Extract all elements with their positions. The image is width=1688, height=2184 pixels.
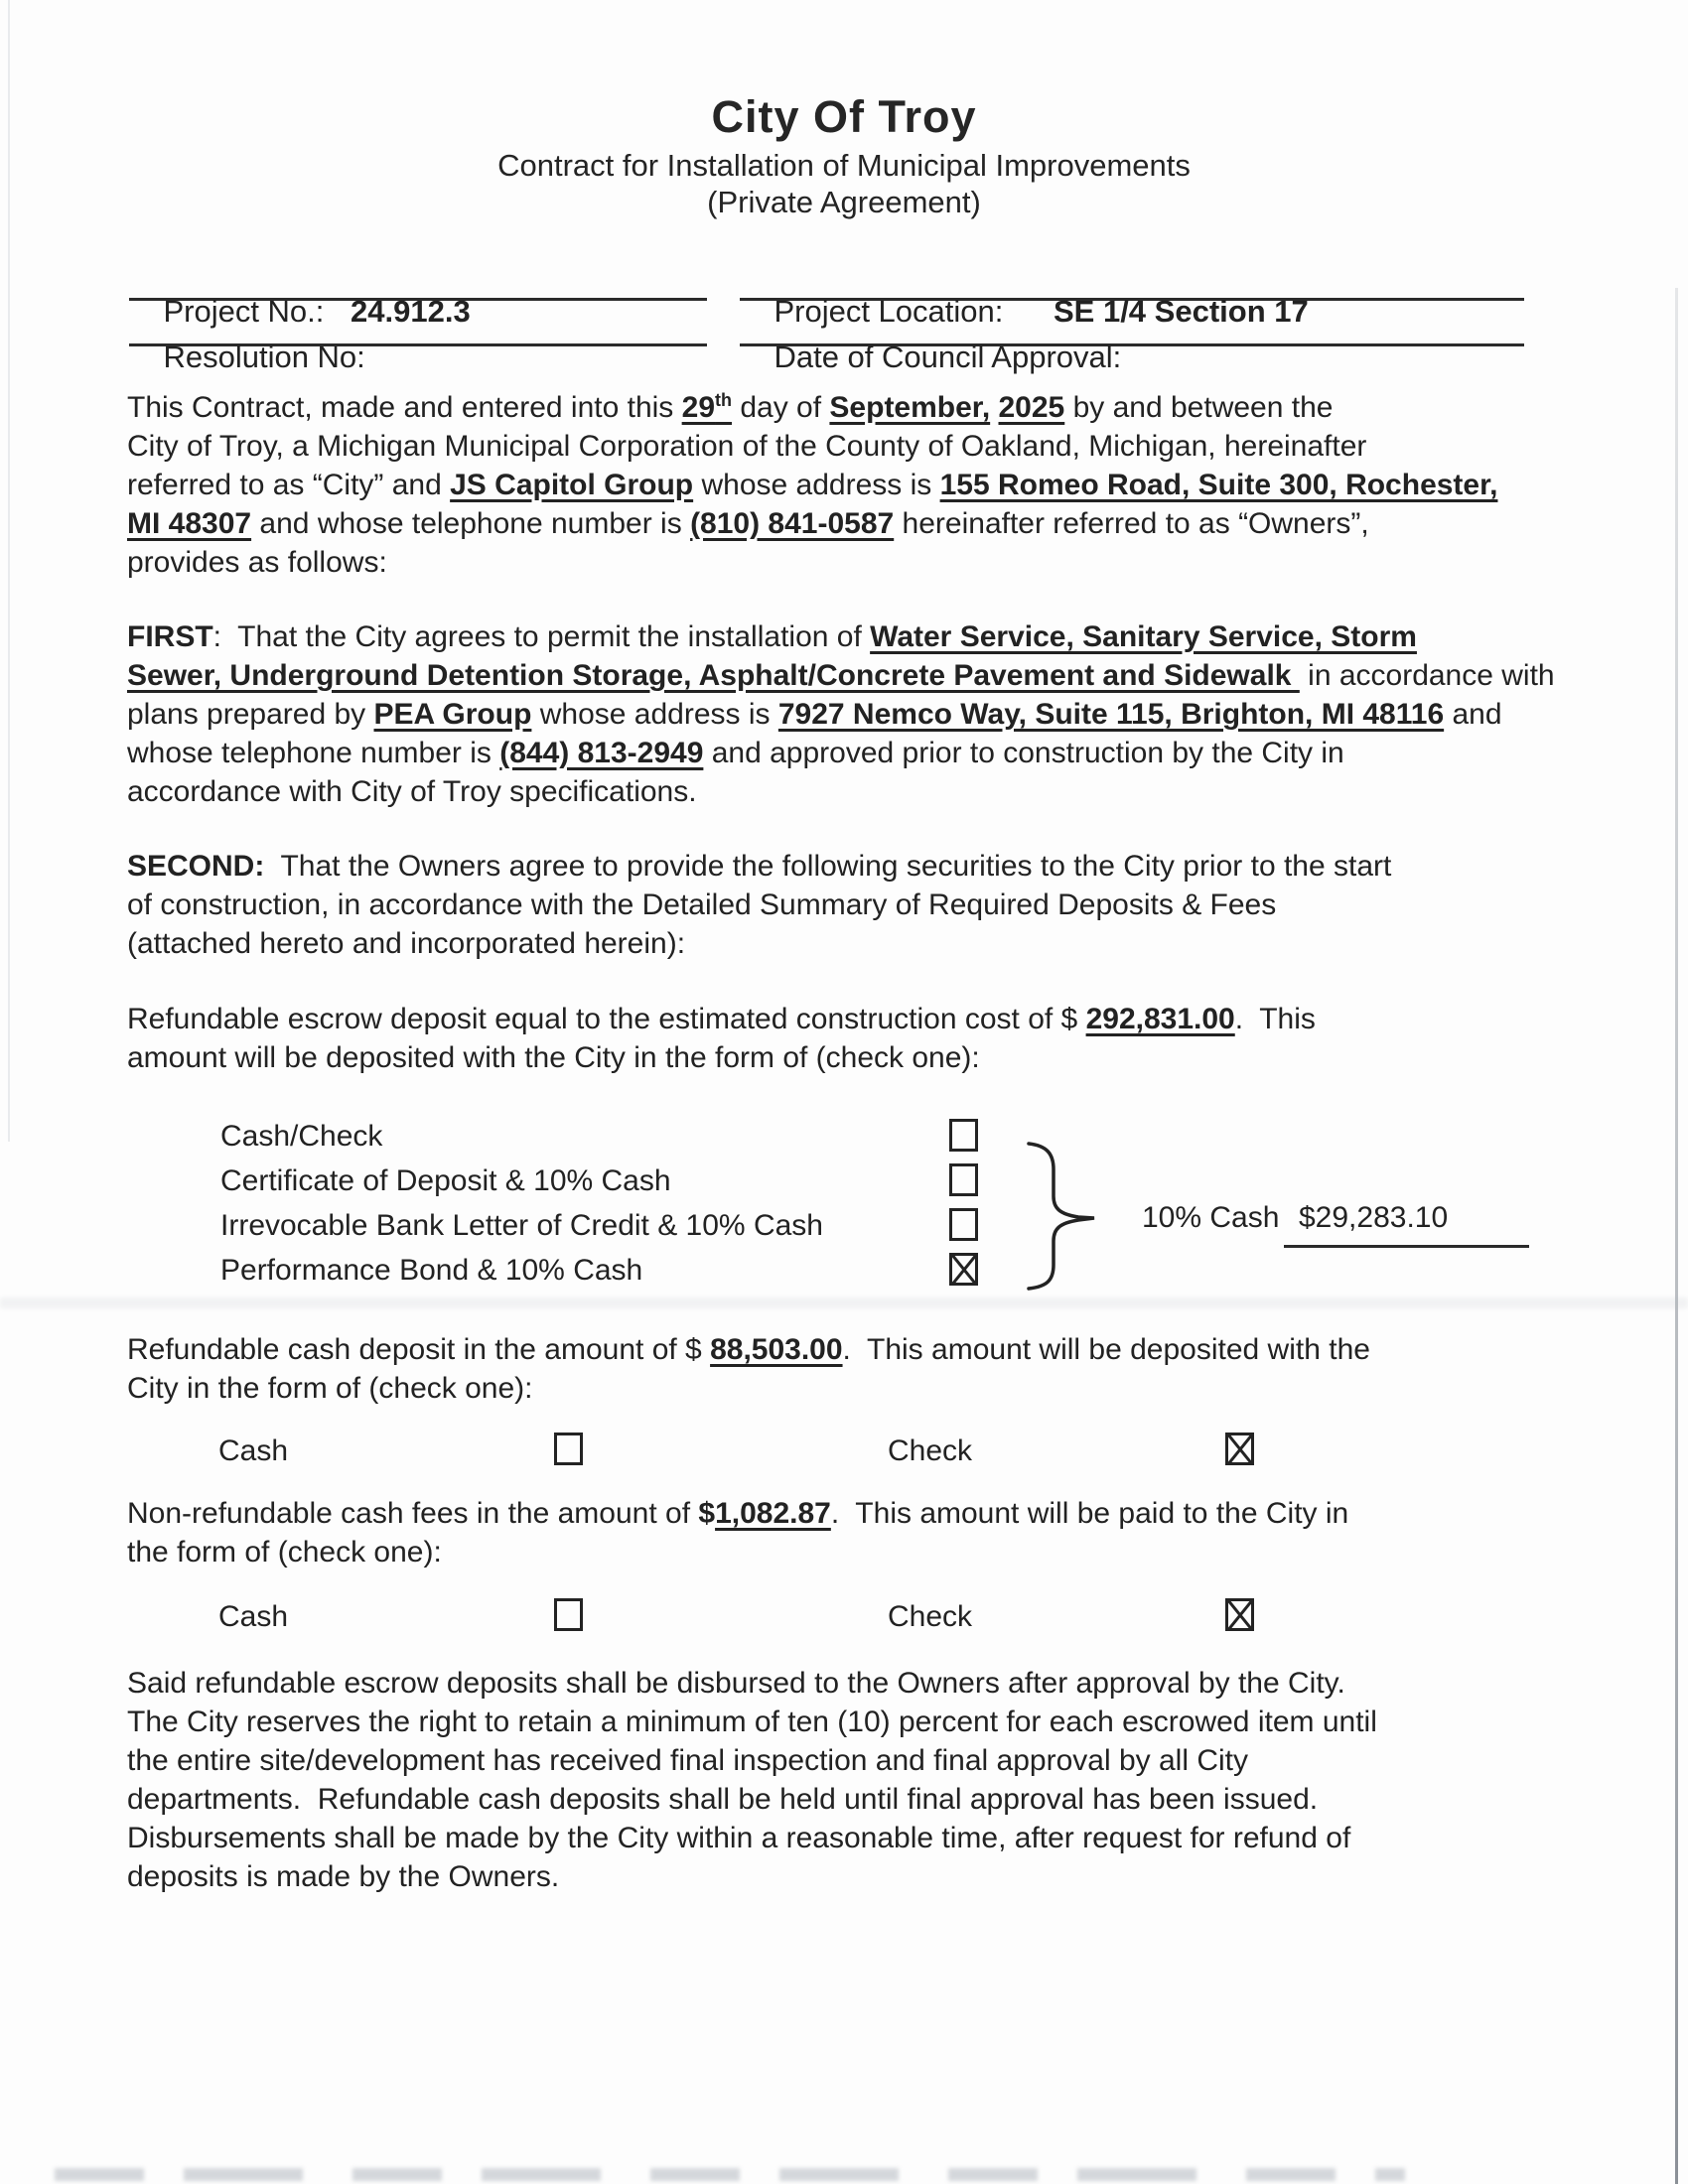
text-line <box>127 1819 1617 1857</box>
document-title: City Of Troy <box>711 91 977 142</box>
text-line <box>127 847 1617 886</box>
text-run: Refundable escrow deposit equal to the estimated construction cost of $ <box>127 1003 1086 1035</box>
text-line <box>127 504 1617 543</box>
checkbox-certificate-of-deposit[interactable] <box>949 1163 978 1196</box>
option-row-certificate-of-deposit <box>220 1159 1472 1203</box>
scan-artifact-bottom-edge <box>55 2168 1405 2181</box>
text-run: Refundable cash deposit in the amount of $ <box>127 1333 711 1366</box>
refundable-cash-check-row <box>127 1431 1567 1472</box>
document-subtitle: Contract for Installation of Municipal Improvements <box>497 148 1191 183</box>
text-line <box>127 1038 1617 1077</box>
text-run: and whose telephone number is <box>251 507 691 540</box>
field-project-no <box>129 258 707 329</box>
option-row-bank-letter-of-credit <box>220 1203 1472 1248</box>
text-run: . This amount will be deposited with the <box>842 1333 1370 1366</box>
text-run: and approved prior to construction by the City in <box>703 737 1344 769</box>
text-line <box>127 1000 1617 1038</box>
text-run: referred to as “City” and <box>127 469 451 501</box>
scan-artifact-right-line <box>1675 288 1678 2184</box>
text-run: . This amount will be paid to the City in <box>830 1497 1349 1530</box>
escrow-deposit-paragraph <box>127 1000 1617 1077</box>
field-project-location <box>740 258 1524 329</box>
text-run: Said refundable escrow deposits shall be disbursed to the Owners after approval by the City. <box>127 1667 1345 1700</box>
text-line <box>127 1369 1617 1408</box>
text-line <box>127 1703 1617 1741</box>
fees-check-row <box>127 1596 1567 1638</box>
text-run: 7927 Nemco Way, Suite 115, Brighton, MI 48116 <box>777 698 1445 731</box>
text-run: September, <box>829 391 991 424</box>
text-run: FIRST <box>127 620 213 653</box>
text-run: (844) 813-2949 <box>499 737 704 769</box>
text-run: by and between the <box>1064 391 1334 424</box>
text-run: 88,503.00 <box>710 1333 843 1366</box>
text-run: : That the City agrees to permit the installation of <box>212 620 871 653</box>
text-run: whose telephone number is <box>127 737 500 769</box>
text-run: SECOND: <box>127 850 265 883</box>
text-run: 2025 <box>998 391 1065 424</box>
field-resolution-no <box>129 304 707 374</box>
scan-artifact-band <box>0 1297 1688 1308</box>
text-run: 292,831.00 <box>1085 1003 1235 1035</box>
field-council-approval-date <box>740 304 1524 374</box>
text-run: 155 Romeo Road, Suite 300, Rochester, <box>939 469 1498 501</box>
text-run <box>990 391 998 424</box>
text-run: deposits is made by the Owners. <box>127 1860 560 1893</box>
text-run: day of <box>732 391 830 424</box>
text-line <box>127 1741 1617 1780</box>
text-run: provides as follows: <box>127 546 387 579</box>
field-label: Date of Council Approval: <box>774 340 1122 374</box>
text-line <box>127 466 1617 504</box>
cash-label: Cash <box>218 1600 289 1633</box>
document-subtitle-2: (Private Agreement) <box>707 185 981 219</box>
text-run: hereinafter referred to as “Owners”, <box>894 507 1369 540</box>
ten-percent-cash-amount: $29,283.10 <box>1299 1201 1449 1234</box>
scan-artifact-left-line <box>8 0 10 1142</box>
text-line <box>127 734 1617 772</box>
checkbox-performance-bond[interactable] <box>949 1253 978 1286</box>
intro-paragraph <box>127 388 1617 582</box>
text-run: whose address is <box>693 469 940 501</box>
text-run: in accordance with <box>1299 659 1555 692</box>
option-label: Certificate of Deposit & 10% Cash <box>220 1164 671 1197</box>
first-clause-paragraph <box>127 617 1617 811</box>
text-line <box>127 1780 1617 1819</box>
checkbox-refundable-check[interactable] <box>1225 1433 1254 1465</box>
text-run: amount will be deposited with the City in the form of (check one): <box>127 1041 980 1074</box>
text-line <box>127 1857 1617 1896</box>
text-run: departments. Refundable cash deposits shall be held until final approval has been issued. <box>127 1783 1319 1816</box>
text-run: $ <box>698 1497 716 1530</box>
grouping-brace <box>1021 1140 1108 1291</box>
text-line <box>127 772 1617 811</box>
text-run: Disbursements shall be made by the City within a reasonable time, after request for refund of <box>127 1822 1351 1854</box>
field-value: 24.912.3 <box>351 294 471 329</box>
checkbox-refundable-cash[interactable] <box>554 1433 583 1465</box>
cash-label: Cash <box>218 1434 289 1467</box>
text-run: City of Troy, a Michigan Municipal Corporation of the County of Oakland, Michigan, hereinafter <box>127 430 1367 463</box>
text-run: (810) 841-0587 <box>690 507 895 540</box>
text-run: 29th <box>681 390 733 424</box>
text-line <box>127 924 1617 963</box>
check-label: Check <box>888 1434 973 1467</box>
field-label: Resolution No: <box>163 340 365 374</box>
text-run: and <box>1444 698 1502 731</box>
text-line <box>127 695 1617 734</box>
text-run: Non-refundable cash fees in the amount of <box>127 1497 699 1530</box>
refundable-cash-paragraph <box>127 1330 1617 1408</box>
checkbox-cash-check[interactable] <box>949 1119 978 1152</box>
text-run: of construction, in accordance with the Detailed Summary of Required Deposits & Fees <box>127 888 1277 921</box>
option-label: Cash/Check <box>220 1120 383 1153</box>
text-run: Water Service, Sanitary Service, Storm <box>870 620 1417 653</box>
text-line <box>127 427 1617 466</box>
text-line <box>127 1533 1617 1571</box>
text-line <box>127 656 1617 695</box>
ten-percent-amount-underline <box>1284 1245 1529 1248</box>
field-value: SE 1/4 Section 17 <box>1053 294 1309 329</box>
text-run: plans prepared by <box>127 698 374 731</box>
text-run: . This <box>1234 1003 1316 1035</box>
text-run: accordance with City of Troy specifications. <box>127 775 697 808</box>
ten-percent-cash-label: 10% Cash <box>1142 1201 1280 1234</box>
option-row-cash-check <box>220 1114 1472 1159</box>
closing-paragraph <box>127 1664 1617 1896</box>
text-line <box>127 388 1617 427</box>
text-run: the entire site/development has received final inspection and final approval by all City <box>127 1744 1248 1777</box>
text-run: 1,082.87 <box>715 1497 831 1530</box>
text-run: This Contract, made and entered into this <box>127 391 682 424</box>
field-label: Project Location: <box>774 294 1012 329</box>
text-line <box>127 617 1617 656</box>
text-run: the form of (check one): <box>127 1536 442 1569</box>
non-refundable-fees-paragraph <box>127 1494 1617 1571</box>
text-line <box>127 1664 1617 1703</box>
second-clause-paragraph <box>127 847 1617 963</box>
escrow-payment-options <box>220 1114 1472 1293</box>
text-run: That the Owners agree to provide the following securities to the City prior to the start <box>264 850 1392 883</box>
field-label: Project No.: <box>163 294 334 329</box>
text-run: PEA Group <box>373 698 532 731</box>
text-line <box>127 886 1617 924</box>
text-run: Sewer, Underground Detention Storage, Asphalt/Concrete Pavement and Sidewalk <box>127 659 1300 692</box>
text-line <box>127 1494 1617 1533</box>
text-run: MI 48307 <box>127 507 252 540</box>
text-line <box>127 1330 1617 1369</box>
text-run: (attached hereto and incorporated herein): <box>127 927 686 960</box>
text-run: The City reserves the right to retain a minimum of ten (10) percent for each escrowed item until <box>127 1706 1377 1738</box>
option-label: Irrevocable Bank Letter of Credit & 10% Cash <box>220 1209 823 1242</box>
text-line <box>127 543 1617 582</box>
text-run: whose address is <box>531 698 778 731</box>
option-row-performance-bond <box>220 1248 1472 1293</box>
checkbox-fees-check[interactable] <box>1225 1598 1254 1631</box>
text-run: City in the form of (check one): <box>127 1372 533 1405</box>
option-label: Performance Bond & 10% Cash <box>220 1254 643 1287</box>
text-run: JS Capitol Group <box>450 469 694 501</box>
checkbox-fees-cash[interactable] <box>554 1598 583 1631</box>
checkbox-bank-letter-of-credit[interactable] <box>949 1208 978 1241</box>
check-label: Check <box>888 1600 973 1633</box>
